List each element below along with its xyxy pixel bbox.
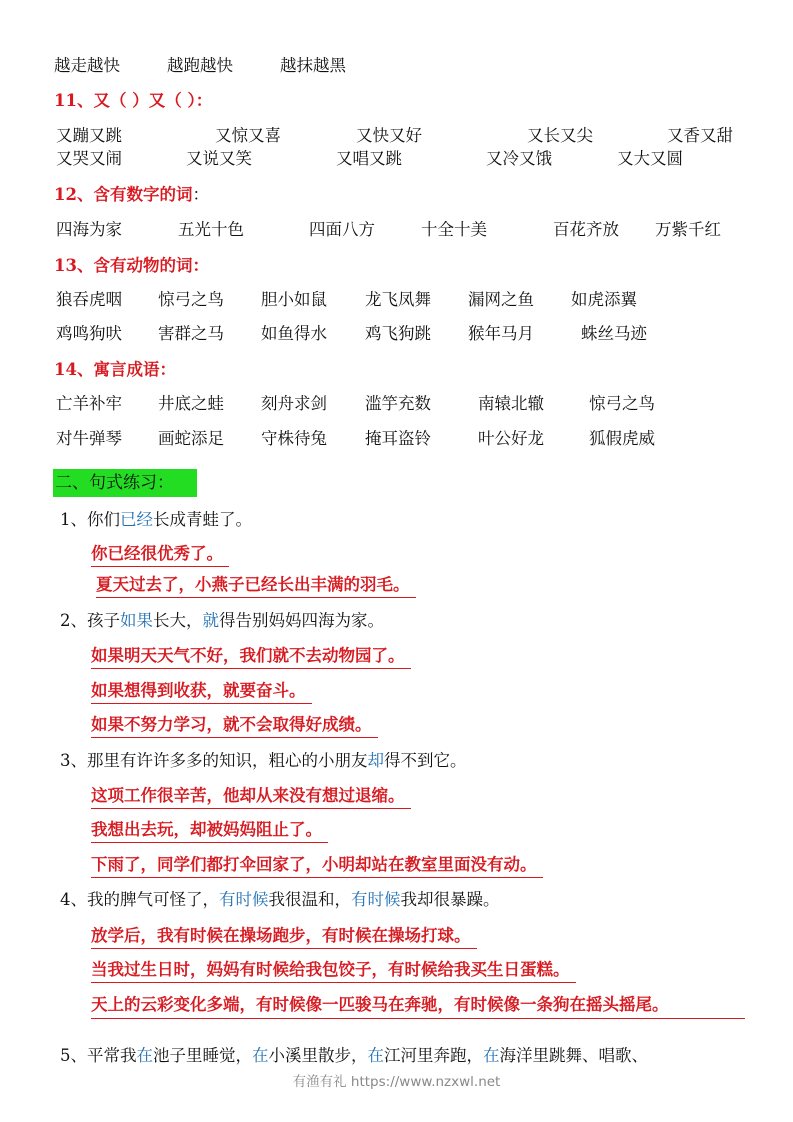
- answer-3-3: 下雨了，同学们都打伞回家了，小明却站在教室里面没有动。: [91, 854, 543, 878]
- idiom: 又蹦又跳: [56, 126, 122, 145]
- idiom: 滥竽充数: [365, 394, 431, 413]
- idiom: 亡羊补牢: [56, 394, 122, 413]
- idiom: 狐假虎威: [589, 429, 655, 448]
- idiom: 四海为家: [56, 220, 122, 239]
- q-text: 长大，: [153, 611, 203, 630]
- heading-11: 11、又（ ）又（ ）：: [54, 91, 213, 110]
- answer-2-1: 如果明天天气不好，我们就不去动物园了。: [91, 645, 411, 669]
- q-text: 5、平常我: [60, 1046, 137, 1065]
- q-keyword: 在: [367, 1046, 384, 1065]
- question-2: [60, 610, 384, 632]
- q-text: 我却很暴躁。: [400, 890, 500, 909]
- idiom: 又唱又跳: [336, 149, 402, 168]
- idiom: 掩耳盗铃: [365, 429, 431, 448]
- q-keyword: 如果: [120, 611, 153, 630]
- idiom: 鸡鸣狗吠: [56, 324, 122, 343]
- q-keyword: 就: [202, 611, 219, 630]
- q-keyword: 已经: [120, 510, 153, 529]
- answer-3-1: 这项工作很辛苦，他却从来没有想过退缩。: [91, 785, 411, 809]
- idiom: 蛛丝马迹: [581, 324, 647, 343]
- idiom: 狼吞虎咽: [56, 290, 122, 309]
- answer-2-3: 如果不努力学习，就不会取得好成绩。: [91, 714, 378, 738]
- idiom: 越抹越黑: [280, 56, 346, 75]
- q-keyword: 有时候: [219, 890, 269, 909]
- idiom: 井底之蛙: [158, 394, 224, 413]
- section-2-title: 二、句式练习：: [53, 469, 197, 497]
- answer-3-2: 我想出去玩，却被妈妈阻止了。: [91, 819, 328, 843]
- idiom: 十全十美: [421, 220, 487, 239]
- q-keyword: 有时候: [351, 890, 401, 909]
- q-text: 得告别妈妈四海为家。: [219, 611, 384, 630]
- idiom: 如虎添翼: [571, 290, 637, 309]
- q-text: 2、孩子: [60, 611, 120, 630]
- heading-14: 14、寓言成语：: [54, 360, 176, 379]
- heading-12-text: 12、含有数字的词: [54, 185, 193, 204]
- q-keyword: 在: [252, 1046, 269, 1065]
- q-text: 小溪里散步，: [268, 1046, 368, 1065]
- q-text: 海洋里跳舞、唱歌、: [499, 1046, 648, 1065]
- idiom: 又惊又喜: [215, 126, 281, 145]
- idiom: 漏网之鱼: [468, 290, 534, 309]
- q-text: 池子里睡觉，: [153, 1046, 252, 1065]
- idiom: 又大又圆: [617, 149, 683, 168]
- idiom: 四面八方: [309, 220, 375, 239]
- q-text: 我很温和，: [268, 890, 351, 909]
- idiom: 刻舟求剑: [261, 394, 327, 413]
- idiom: 南辕北辙: [478, 394, 544, 413]
- answer-4-3: 天上的云彩变化多端，有时候像一匹骏马在奔驰，有时候像一条狗在摇头摇尾。: [91, 993, 745, 1019]
- answer-1-2: 夏天过去了，小燕子已经长出丰满的羽毛。: [96, 574, 416, 598]
- q-keyword: 在: [483, 1046, 500, 1065]
- idiom: 越走越快: [54, 56, 120, 75]
- q-text: 1、你们: [60, 510, 120, 529]
- idiom: 胆小如鼠: [261, 290, 327, 309]
- idiom: 万紫千红: [655, 220, 721, 239]
- answer-1-1: 你已经很优秀了。: [91, 543, 229, 567]
- idiom: 惊弓之鸟: [158, 290, 224, 309]
- question-4: [60, 889, 500, 911]
- idiom: 又哭又闹: [56, 149, 122, 168]
- idiom: 又冷又饿: [486, 149, 552, 168]
- idiom: 又香又甜: [667, 126, 733, 145]
- idiom: 龙飞凤舞: [365, 290, 431, 309]
- idiom: 惊弓之鸟: [589, 394, 655, 413]
- q-keyword: 却: [367, 751, 384, 770]
- idiom: 猴年马月: [468, 324, 534, 343]
- idiom: 又说又笑: [186, 149, 252, 168]
- idiom: 五光十色: [178, 220, 244, 239]
- idiom: 画蛇添足: [158, 429, 224, 448]
- q-text: 得不到它。: [384, 751, 467, 770]
- answer-4-2: 当我过生日时，妈妈有时候给我包饺子，有时候给我买生日蛋糕。: [91, 959, 576, 983]
- question-1: [60, 509, 252, 531]
- answer-2-2: 如果想得到收获，就要奋斗。: [91, 680, 312, 704]
- idiom: 鸡飞狗跳: [365, 324, 431, 343]
- idiom: 守株待兔: [261, 429, 327, 448]
- idiom: 如鱼得水: [261, 324, 327, 343]
- question-5: [60, 1045, 648, 1067]
- q-keyword: 在: [136, 1046, 153, 1065]
- q-text: 江河里奔跑，: [384, 1046, 483, 1065]
- idiom: 百花齐放: [553, 220, 619, 239]
- idiom: 越跑越快: [167, 56, 233, 75]
- q-text: 长成青蛙了。: [153, 510, 252, 529]
- question-3: [60, 750, 467, 772]
- q-text: 3、那里有许许多多的知识，粗心的小朋友: [60, 751, 368, 770]
- footer-watermark: 有渔有礼 https://www.nzxwl.net: [292, 1074, 501, 1090]
- idiom: 对牛弹琴: [56, 429, 122, 448]
- heading-12: [54, 184, 209, 206]
- idiom: 又长又尖: [527, 126, 593, 145]
- idiom: 害群之马: [158, 324, 224, 343]
- heading-12-colon: ：: [192, 185, 209, 204]
- idiom: 叶公好龙: [478, 429, 544, 448]
- answer-4-1: 放学后，我有时候在操场跑步，有时候在操场打球。: [91, 925, 477, 949]
- q-text: 4、我的脾气可怪了，: [60, 890, 219, 909]
- idiom: 又快又好: [356, 126, 422, 145]
- heading-13: 13、含有动物的词：: [54, 256, 209, 275]
